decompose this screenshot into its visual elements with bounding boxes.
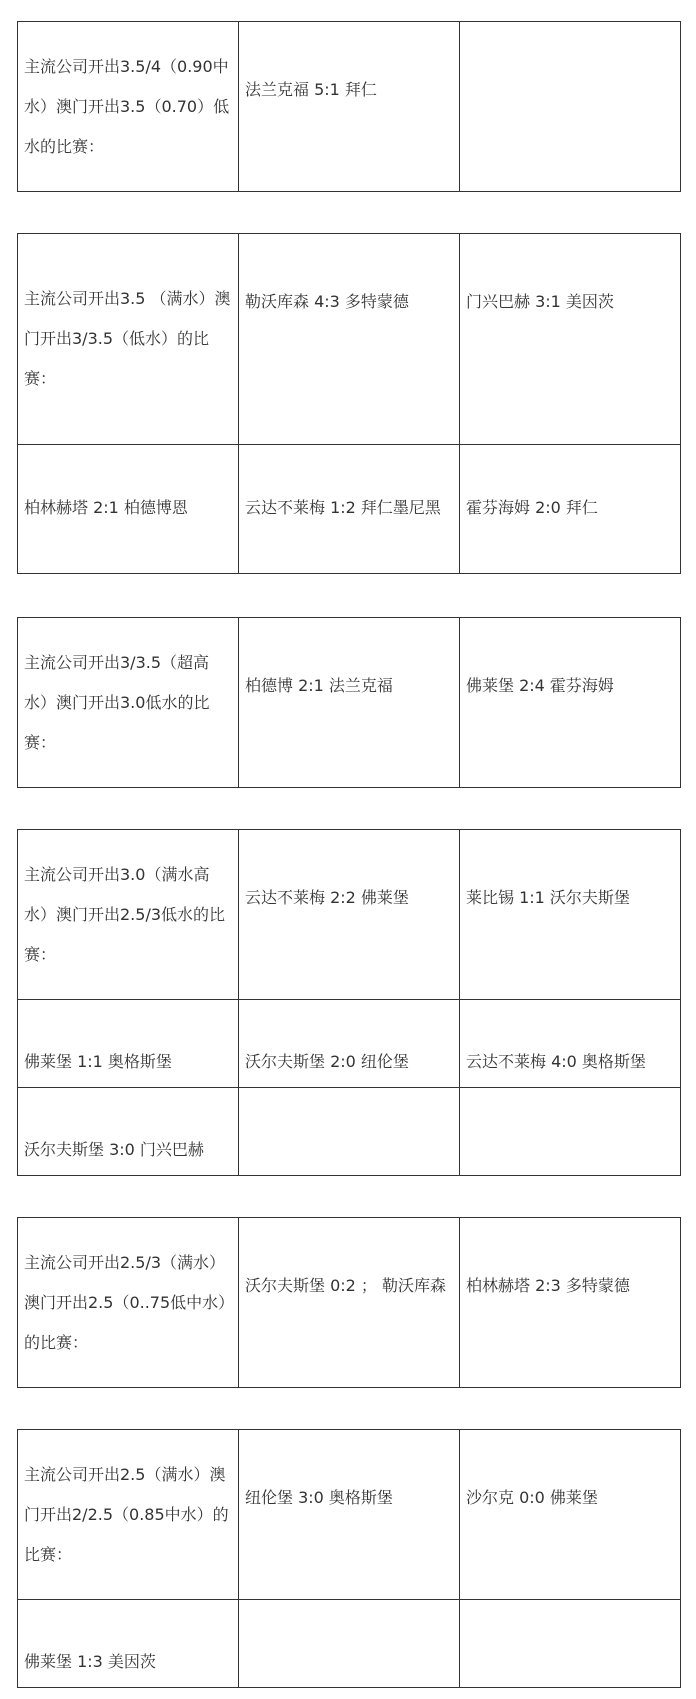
- table-row: [18, 22, 681, 192]
- table-cell: [18, 1600, 239, 1688]
- cell-text: 柏林赫塔 2:3 多特蒙德: [466, 1276, 630, 1295]
- table-cell: [18, 1000, 239, 1088]
- table-cell: [460, 1088, 681, 1176]
- cell-text: 沃尔夫斯堡 0:2 ； 勒沃库森: [245, 1276, 447, 1295]
- table-cell: [460, 830, 681, 1000]
- table-cell: [18, 830, 239, 1000]
- cell-text: 柏林赫塔 2:1 柏德博恩: [24, 498, 188, 517]
- cell-text: 云达不莱梅 1:2 拜仁墨尼黑: [245, 498, 441, 517]
- cell-text: 门兴巴赫 3:1 美因茨: [466, 292, 614, 311]
- table-cell: [460, 445, 681, 574]
- table-cell: [18, 618, 239, 788]
- table-row: [18, 1088, 681, 1176]
- table-cell: [239, 234, 460, 445]
- table-cell: [239, 830, 460, 1000]
- cell-text: 云达不莱梅 4:0 奥格斯堡: [466, 1052, 646, 1071]
- table-cell: [460, 618, 681, 788]
- odds-table-6: [17, 1429, 681, 1688]
- table-row: [18, 1430, 681, 1600]
- odds-table-4: [17, 829, 681, 1176]
- cell-text: 佛莱堡 2:4 霍芬海姆: [466, 676, 614, 695]
- table-cell: [239, 1218, 460, 1388]
- odds-table-3: [17, 617, 681, 788]
- table-cell: [239, 618, 460, 788]
- cell-text: 法兰克福 5:1 拜仁: [245, 80, 377, 99]
- cell-text: 莱比锡 1:1 沃尔夫斯堡: [466, 888, 630, 907]
- cell-text: 主流公司开出3/3.5（超高水）澳门开出3.0低水的比赛：: [24, 652, 210, 752]
- table-cell: [460, 234, 681, 445]
- table-row: [18, 618, 681, 788]
- cell-text: 主流公司开出3.0（满水高水）澳门开出2.5/3低水的比赛：: [24, 864, 226, 964]
- cell-text: 勒沃库森 4:3 多特蒙德: [245, 292, 409, 311]
- odds-table-1: [17, 21, 681, 192]
- table-cell: [239, 22, 460, 192]
- table-row: [18, 1218, 681, 1388]
- table-row: [18, 234, 681, 445]
- table-cell: [460, 1430, 681, 1600]
- table-cell: [18, 1430, 239, 1600]
- table-cell: [18, 22, 239, 192]
- table-cell: [239, 1600, 460, 1688]
- table-cell: [18, 234, 239, 445]
- cell-text: 云达不莱梅 2:2 佛莱堡: [245, 888, 409, 907]
- table-cell: [239, 445, 460, 574]
- table-row: [18, 1600, 681, 1688]
- table-cell: [460, 1218, 681, 1388]
- table-cell: [18, 1088, 239, 1176]
- cell-text: 沙尔克 0:0 佛莱堡: [466, 1488, 598, 1507]
- table-cell: [460, 22, 681, 192]
- cell-text: 纽伦堡 3:0 奥格斯堡: [245, 1488, 393, 1507]
- cell-text: 主流公司开出2.5/3（满水）澳门开出2.5（0..75低中水）的比赛：: [24, 1252, 227, 1352]
- cell-text: 佛莱堡 1:1 奥格斯堡: [24, 1052, 172, 1071]
- cell-text: 柏德博 2:1 法兰克福: [245, 676, 393, 695]
- cell-text: 沃尔夫斯堡 2:0 纽伦堡: [245, 1052, 409, 1071]
- table-row: [18, 445, 681, 574]
- table-cell: [460, 1000, 681, 1088]
- table-cell: [18, 445, 239, 574]
- table-cell: [460, 1600, 681, 1688]
- cell-text: 主流公司开出2.5（满水）澳门开出2/2.5（0.85中水）的比赛：: [24, 1464, 229, 1564]
- cell-text: 沃尔夫斯堡 3:0 门兴巴赫: [24, 1140, 204, 1159]
- table-cell: [239, 1430, 460, 1600]
- odds-table-2: [17, 233, 681, 574]
- cell-text: 霍芬海姆 2:0 拜仁: [466, 498, 598, 517]
- cell-text: 主流公司开出3.5/4（0.90中水）澳门开出3.5（0.70）低水的比赛：: [24, 56, 230, 156]
- table-cell: [18, 1218, 239, 1388]
- cell-text: 佛莱堡 1:3 美因茨: [24, 1652, 156, 1671]
- odds-table-5: [17, 1217, 681, 1388]
- table-cell: [239, 1088, 460, 1176]
- cell-text: 主流公司开出3.5 （满水）澳门开出3/3.5（低水）的比赛：: [24, 289, 231, 388]
- table-row: [18, 830, 681, 1000]
- table-cell: [239, 1000, 460, 1088]
- table-row: [18, 1000, 681, 1088]
